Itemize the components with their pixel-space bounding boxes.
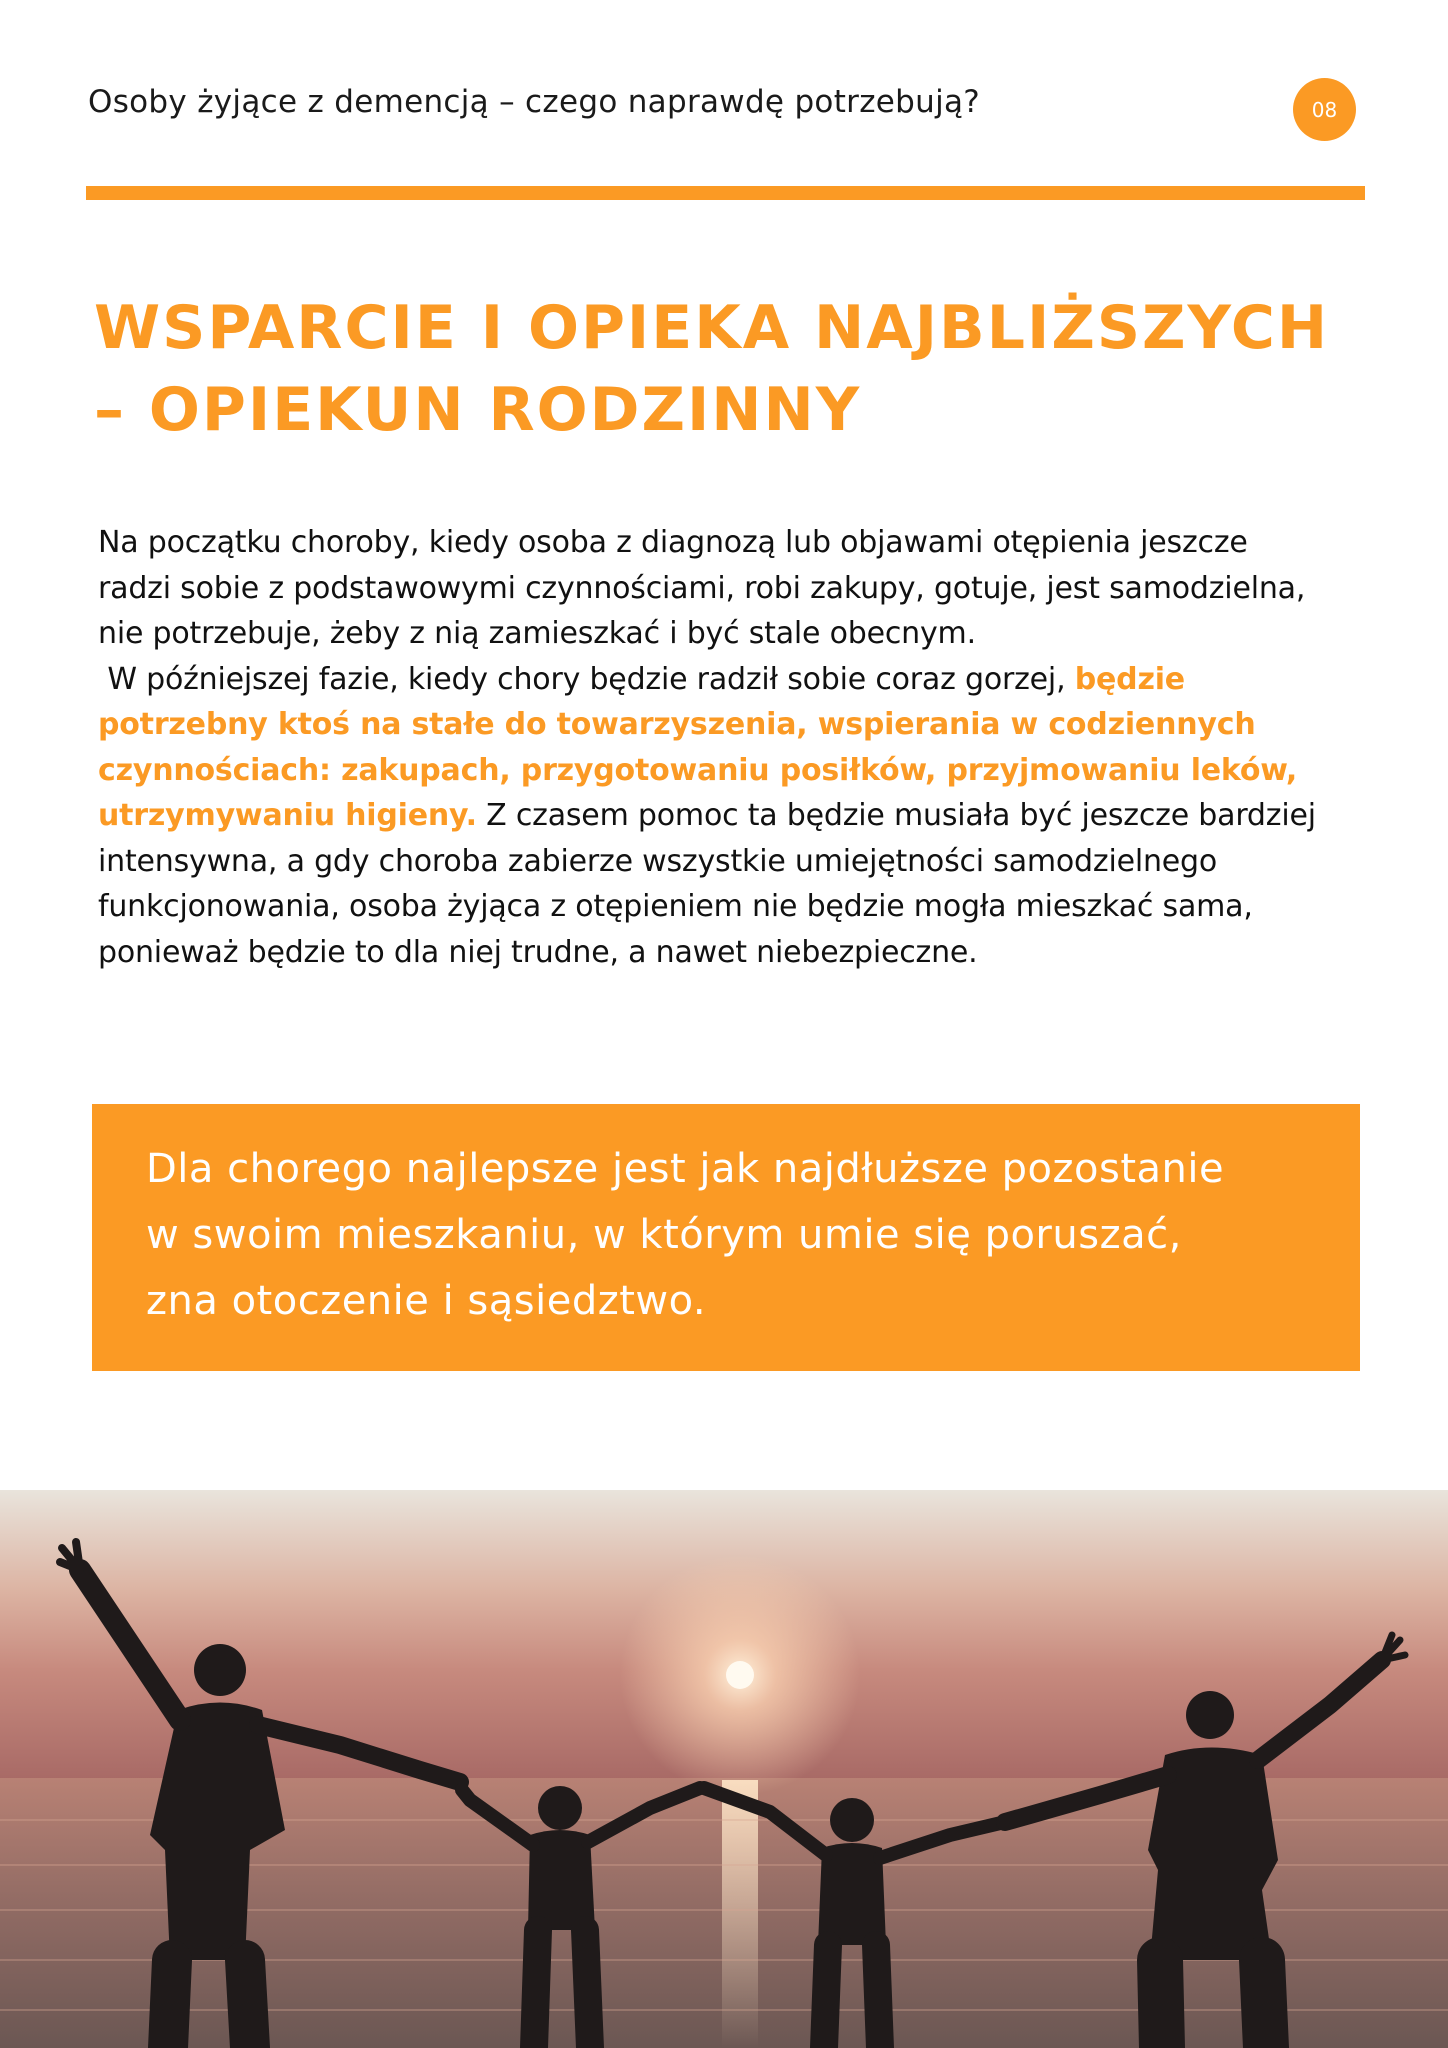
section-heading-line-2: – OPIEKUN RODZINNY <box>94 375 862 445</box>
body-line <box>98 793 1388 839</box>
body-line <box>98 657 1388 703</box>
body-line: Na początku choroby, kiedy osoba z diagnozą lub objawami otępienia jeszcze <box>98 525 1248 560</box>
section-heading-line-1: WSPARCIE I OPIEKA NAJBLIŻSZYCH <box>94 293 1330 363</box>
family-silhouette-sunset-image <box>0 1490 1448 2048</box>
body-line: funkcjonowania, osoba żyjąca z otępieniem nie będzie mogła mieszkać sama, <box>98 889 1253 924</box>
section-heading <box>94 287 1394 451</box>
highlighted-text: czynnościach: zakupach, przygotowaniu posiłków, przyjmowaniu leków, <box>98 752 1298 788</box>
body-text-run: W późniejszej fazie, kiedy chory będzie radził sobie coraz gorzej, <box>98 661 1075 697</box>
callout-line-2: w swoim mieszkaniu, w którym umie się poruszać, <box>146 1212 1182 1258</box>
callout-line-3: zna otoczenie i sąsiedztwo. <box>146 1278 707 1324</box>
callout-box <box>92 1104 1360 1371</box>
header-divider <box>86 186 1365 200</box>
page-number-badge: 08 <box>1293 78 1356 141</box>
callout-text <box>146 1136 1224 1334</box>
body-line: intensywna, a gdy choroba zabierze wszystkie umiejętności samodzielnego <box>98 843 1218 879</box>
body-line: ponieważ będzie to dla niej trudne, a nawet niebezpieczne. <box>98 934 978 970</box>
highlighted-text: potrzebny ktoś na stałe do towarzyszenia, wspierania w codziennych <box>98 707 1256 742</box>
body-paragraph <box>98 520 1388 975</box>
body-line: radzi sobie z podstawowymi czynnościami, robi zakupy, gotuje, jest samodzielna, <box>98 570 1306 606</box>
highlighted-text: utrzymywaniu higieny. <box>98 798 477 833</box>
document-header-title: Osoby żyjące z demencją – czego naprawdę potrzebują? <box>88 84 981 120</box>
body-line: nie potrzebuje, żeby z nią zamieszkać i być stale obecnym. <box>98 616 976 651</box>
highlighted-text: będzie <box>1074 661 1185 697</box>
callout-line-1: Dla chorego najlepsze jest jak najdłuższe pozostanie <box>146 1146 1225 1192</box>
body-text-run: Z czasem pomoc ta będzie musiała być jeszcze bardziej <box>476 798 1316 833</box>
